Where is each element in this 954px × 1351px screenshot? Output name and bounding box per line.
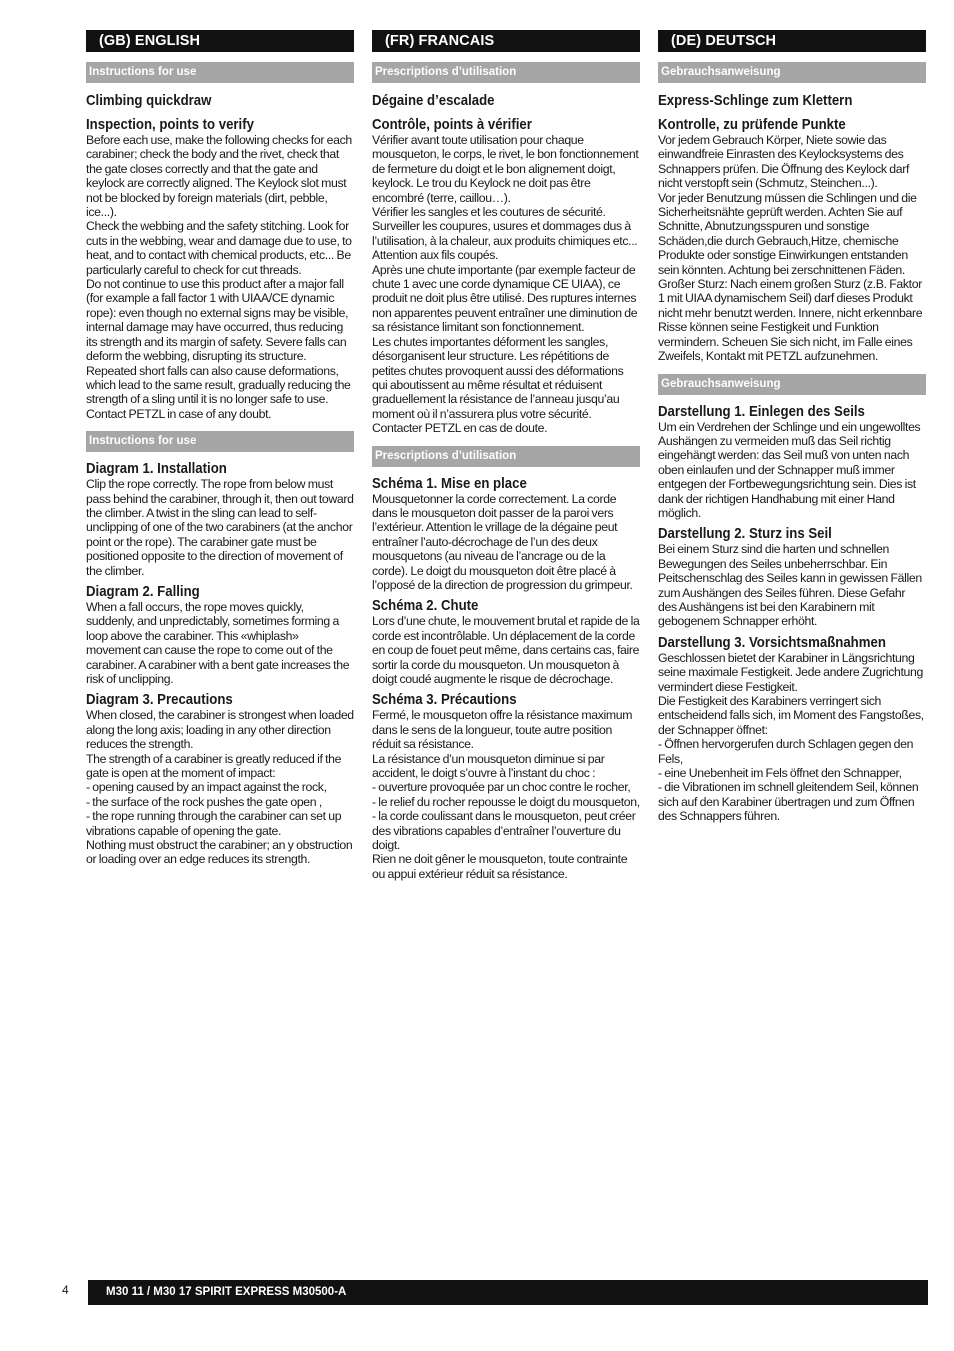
diagram-3-text: Fermé, le mousqueton offre la résistance maximum dans le sens de la longueur, toute autre position réduit sa résistance. La résistance d’un mousqueton diminue si par accident, le doigt s’ouvre à l’instant du choc : - ouverture provoquée par un choc contre le rocher, - le relief du rocher repousse le doigt du mousqueton, - la corde coulissant dans le mousqueton, peut créer des vibrations capables d’entraîner l’ouverture du doigt. Rien ne doit gêner le mousqueton, toute contrainte ou appui extérieur réduit sa résistance. [372,708,640,881]
page-number: 4 [62,1283,69,1297]
diagram-2-text: When a fall occurs, the rope moves quickly, suddenly, and unpredictably, sometimes forming a loop above the carabiner. This «whiplash» movement can cause the rope to come out of the carabiner. A carabiner with a bent gate increases the risk of unclipping. [86,599,350,686]
diagram-1-heading: Darstellung 1. Einlegen des Seils [658,402,865,420]
diagram-3-text: Geschlossen bietet der Karabiner in Längsrichtung seine maximale Festigkeit. Jede andere Zugrichtung vermindert diese Festigkeit. Die Festigkeit des Karabiners verringert sich entscheidend falls sich, im Moment des Fangstoßes, der Schnapper öffnet: - Öffnen hervorgerufen durch Schlagen gegen den Fels, - eine Unebenheit im Fels öffnet den Schnapper, - die Vibrationen im schnell gleitendem Seil, können sich auf den Karabiner übertragen und zum Öffnen des Schnappers führen. [658,650,924,824]
inspection-heading: Kontrolle, zu prüfende Punkte [658,116,846,133]
section-banner: Instructions for use [86,431,354,452]
column-german [658,30,926,824]
diagram-1-heading: Diagram 1. Installation [86,460,227,478]
document-reference: M30 11 / M30 17 SPIRIT EXPRESS M30500-A [88,1280,928,1305]
inspection-text: Before each use, make the following checks for each carabiner; check the body and the rivet, check that the gate closes correctly and that the gate and keylock are correctly aligned. The Keylock slot must not be blocked by foreign materials (dirt, pebble, ice...). Check the webbing and the safety stitching. Look for cuts in the webbing, wear and damage due to use, to heat, and to contact with chemical products, etc... Be particularly careful to check for cut threads. Do not continue to use this product after a major fall (for example a fall factor 1 with UIAA/CE dynamic rope): even though no external signs may be visible, internal damage may have occurred, thus reducing its strength and its margin of safety. Severe falls can deform the webbing, disrupting its structure. Repeated short falls can also cause deformations, which lead to the same result, gradually reducing the strength of a sling until it is no longer safe to use. Contact PETZL in case of any doubt. [86,133,352,421]
section-banner: Prescriptions d’utilisation [372,62,640,83]
diagram-2-text: Lors d’une chute, le mouvement brutal et rapide de la corde est incontrôlable. Un déplacement de la corde en coup de fouet peut même, dans certains cas, faire sortir la corde du mousqueton. Un mousqueton à doigt coudé augmente le risque de décrochage. [372,614,640,686]
diagram-3-text: When closed, the carabiner is strongest when loaded along the long axis; loading in any other direction reduces the strength. The strength of a carabiner is greatly reduced if the gate is open at the moment of impact: - opening caused by an impact against the rock, - the surface of the rock pushes the gate open , - the rope running through the carabiner can set up vibrations capable of opening the gate. Nothing must obstruct the carabiner; an y obstruction or loading over an edge reduces its strength. [86,708,354,867]
diagram-3-heading: Darstellung 3. Vorsichtsmaßnahmen [658,633,886,651]
inspection-text: Vor jedem Gebrauch Körper, Niete sowie das einwandfreie Einrasten des Keylocksystems des Schnappers prüfen. Die Öffnung des Keylock darf nicht verstopft sein (Schmutz, Steinchen...). Vor jeder Benutzung müssen die Schlingen und die Sicherheitsnähte geprüft werden. Achten Sie auf Schnitte, Abnutzungsspuren und sonstige Schäden,die durch Gebrauch,Hitze, chemische Produkte oder sonstige Einwirkungen entstanden sein könnten. Achtung bei zerschnittenen Fäden. Großer Sturz: Nach einem großen Sturz (z.B. Faktor 1 mit UIAA dynamischem Seil) darf dieses Produkt nicht mehr benutzt werden. Innere, nicht erkennbare Risse können seine Festigkeit und Funktion vermindern. Scheuen Sie sich nicht, im Falle eines Zweifels, Kontakt mit PETZL aufzunehmen. [658,133,923,364]
diagram-1-text: Um ein Verdrehen der Schlinge und ein ungewolltes Aushängen zu vermeiden muß das Seil richtig eingehängt werden: das Seil muß von unten nach oben einlaufen und der Schnapper muß immer entgegen der Fortbewegungsrichtung sein. Dies ist dank der richtigen Handhabung mit einer Hand möglich. [658,419,921,520]
diagram-3-heading: Diagram 3. Precautions [86,691,233,709]
diagram-2-heading: Diagram 2. Falling [86,582,200,600]
language-header: (GB) ENGLISH [86,30,354,52]
language-header: (FR) FRANCAIS [372,30,640,52]
section-banner: Gebrauchsanweisung [658,374,926,395]
inspection-text: Vérifier avant toute utilisation pour chaque mousqueton, le corps, le rivet, le bon fonctionnement de fermeture du doigt et le bon alignement doigt, keylock. Le trou du Keylock ne doit pas être encombré (terre, caillou…). Vérifier les sangles et les coutures de sécurité. Surveiller les coupures, usures et dommages dus à l’utilisation, à la chaleur, aux produits chimiques etc... Attention aux fils coupés. Après une chute importante (par exemple facteur de chute 1 avec une corde dynamique CE UIAA), ce produit ne doit plus être utilisé. Des ruptures internes non apparentes peuvent entraîner une diminution de sa résistance limitant son fonctionnement. Les chutes importantes déforment les sangles, désorganisent leur structure. Les répétitions de petites chutes provoquent aussi des déformations qui aboutissent au même résultat et réduisent graduellement la résistance de l’anneau jusqu’au moment où il n’assurera plus votre sécurité. Contacter PETZL en cas de doute. [372,133,639,436]
diagram-2-heading: Darstellung 2. Sturz ins Seil [658,525,832,543]
column-french [372,30,640,881]
product-title: Dégaine d’escalade [372,92,495,109]
column-english [86,30,354,867]
section-banner: Instructions for use [86,62,354,83]
diagram-2-text: Bei einem Sturz sind die harten und schnellen Bewegungen des Seiles unbeherrschbar. Ein Peitschenschlag des Seiles kann in gewissen Fällen zum Aushängen des Seiles führen. Diese Gefahr des Aushängens ist bei den Karabinern mit gebogenem Schnapper erhöht. [658,542,922,629]
inspection-heading: Contrôle, points à vérifier [372,116,532,133]
diagram-1-text: Clip the rope correctly. The rope from below must pass behind the carabiner, through it, then out toward the climber. A twist in the sling can lead to self-unclipping of one of the two carabiners (at the anchor point or the rope). The carabiner gate must be positioned opposite to the direction of movement of the climber. [86,477,354,578]
section-banner: Prescriptions d’utilisation [372,446,640,467]
diagram-3-heading: Schéma 3. Précautions [372,691,517,709]
diagram-1-text: Mousquetonner la corde correctement. La corde dans le mousqueton doit passer de la paroi vers l’extérieur. Attention le vrillage de la dégaine peut entraîner l’auto-décrochage de l’un des deux mousquetons (au niveau de l’ancrage ou de la corde). Le doigt du mousqueton doit être placé à l’opposé de la direction de progression du grimpeur. [372,491,633,592]
diagram-1-heading: Schéma 1. Mise en place [372,474,527,492]
inspection-heading: Inspection, points to verify [86,116,254,133]
product-title: Climbing quickdraw [86,92,212,109]
section-banner: Gebrauchsanweisung [658,62,926,83]
product-title: Express-Schlinge zum Klettern [658,92,853,109]
diagram-2-heading: Schéma 2. Chute [372,597,479,615]
language-header: (DE) DEUTSCH [658,30,926,52]
